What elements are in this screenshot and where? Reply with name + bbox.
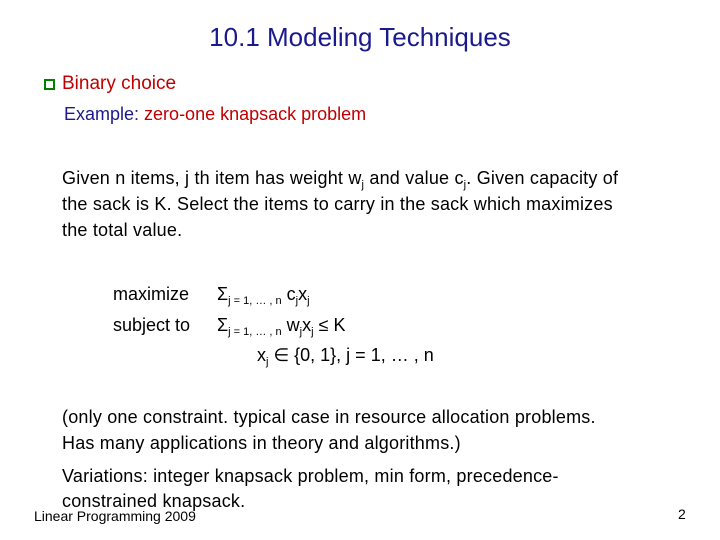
domain-sub-j: j — [266, 356, 269, 368]
description-line-3: the total value. — [62, 220, 183, 240]
description-line-2: the sack is K. Select the items to carry in the sack which maximizes — [62, 194, 613, 214]
con-sub-j: j — [299, 326, 303, 338]
desc-sub-j: j — [463, 179, 467, 191]
maximize-label: maximize — [113, 284, 190, 304]
note-line-2: Has many applications in theory and algorithms.) — [62, 433, 461, 453]
con-x: x — [302, 315, 312, 335]
example-line — [64, 104, 366, 125]
page-number: 2 — [678, 506, 686, 522]
obj-sub-j: j — [295, 295, 299, 307]
sigma-symbol: Σ — [217, 284, 229, 304]
footer-course: Linear Programming 2009 — [34, 508, 196, 524]
obj-c: c — [286, 284, 296, 304]
index-range: j = 1, … , n — [228, 295, 282, 307]
desc-text-b: and value c — [364, 168, 464, 188]
hollow-square-bullet-icon — [44, 79, 55, 90]
sigma-symbol: Σ — [217, 315, 229, 335]
domain-constraint — [257, 345, 434, 366]
objective-expression — [217, 284, 310, 307]
variations-line-1: Variations: integer knapsack problem, min form, precedence- — [62, 466, 559, 486]
con-rhs: ≤ K — [313, 315, 346, 335]
desc-sub-j: j — [361, 179, 365, 191]
variations-line-2: constrained knapsack. — [62, 491, 246, 511]
domain-rest: ∈ {0, 1}, j = 1, … , n — [268, 345, 434, 365]
constraint-expression — [217, 315, 345, 338]
con-sub-j: j — [311, 326, 314, 338]
con-w: w — [286, 315, 300, 335]
desc-text-c: . Given capacity of — [466, 168, 619, 188]
description-line-1 — [62, 166, 618, 191]
obj-sub-j: j — [307, 295, 310, 307]
domain-x: x — [257, 345, 266, 365]
index-range: j = 1, … , n — [228, 326, 282, 338]
note-line-1: (only one constraint. typical case in resource allocation problems. — [62, 407, 596, 427]
obj-x: x — [298, 284, 308, 304]
bullet-text: Binary choice — [62, 73, 177, 94]
example-problem: zero-one knapsack problem — [144, 104, 367, 124]
desc-text-a: Given n items, j th item has weight w — [62, 168, 362, 188]
slide-title: 10.1 Modeling Techniques — [209, 22, 511, 52]
subject-to-label: subject to — [113, 315, 191, 335]
bullet-binary-choice — [44, 73, 176, 95]
example-prefix: Example: — [64, 104, 145, 124]
